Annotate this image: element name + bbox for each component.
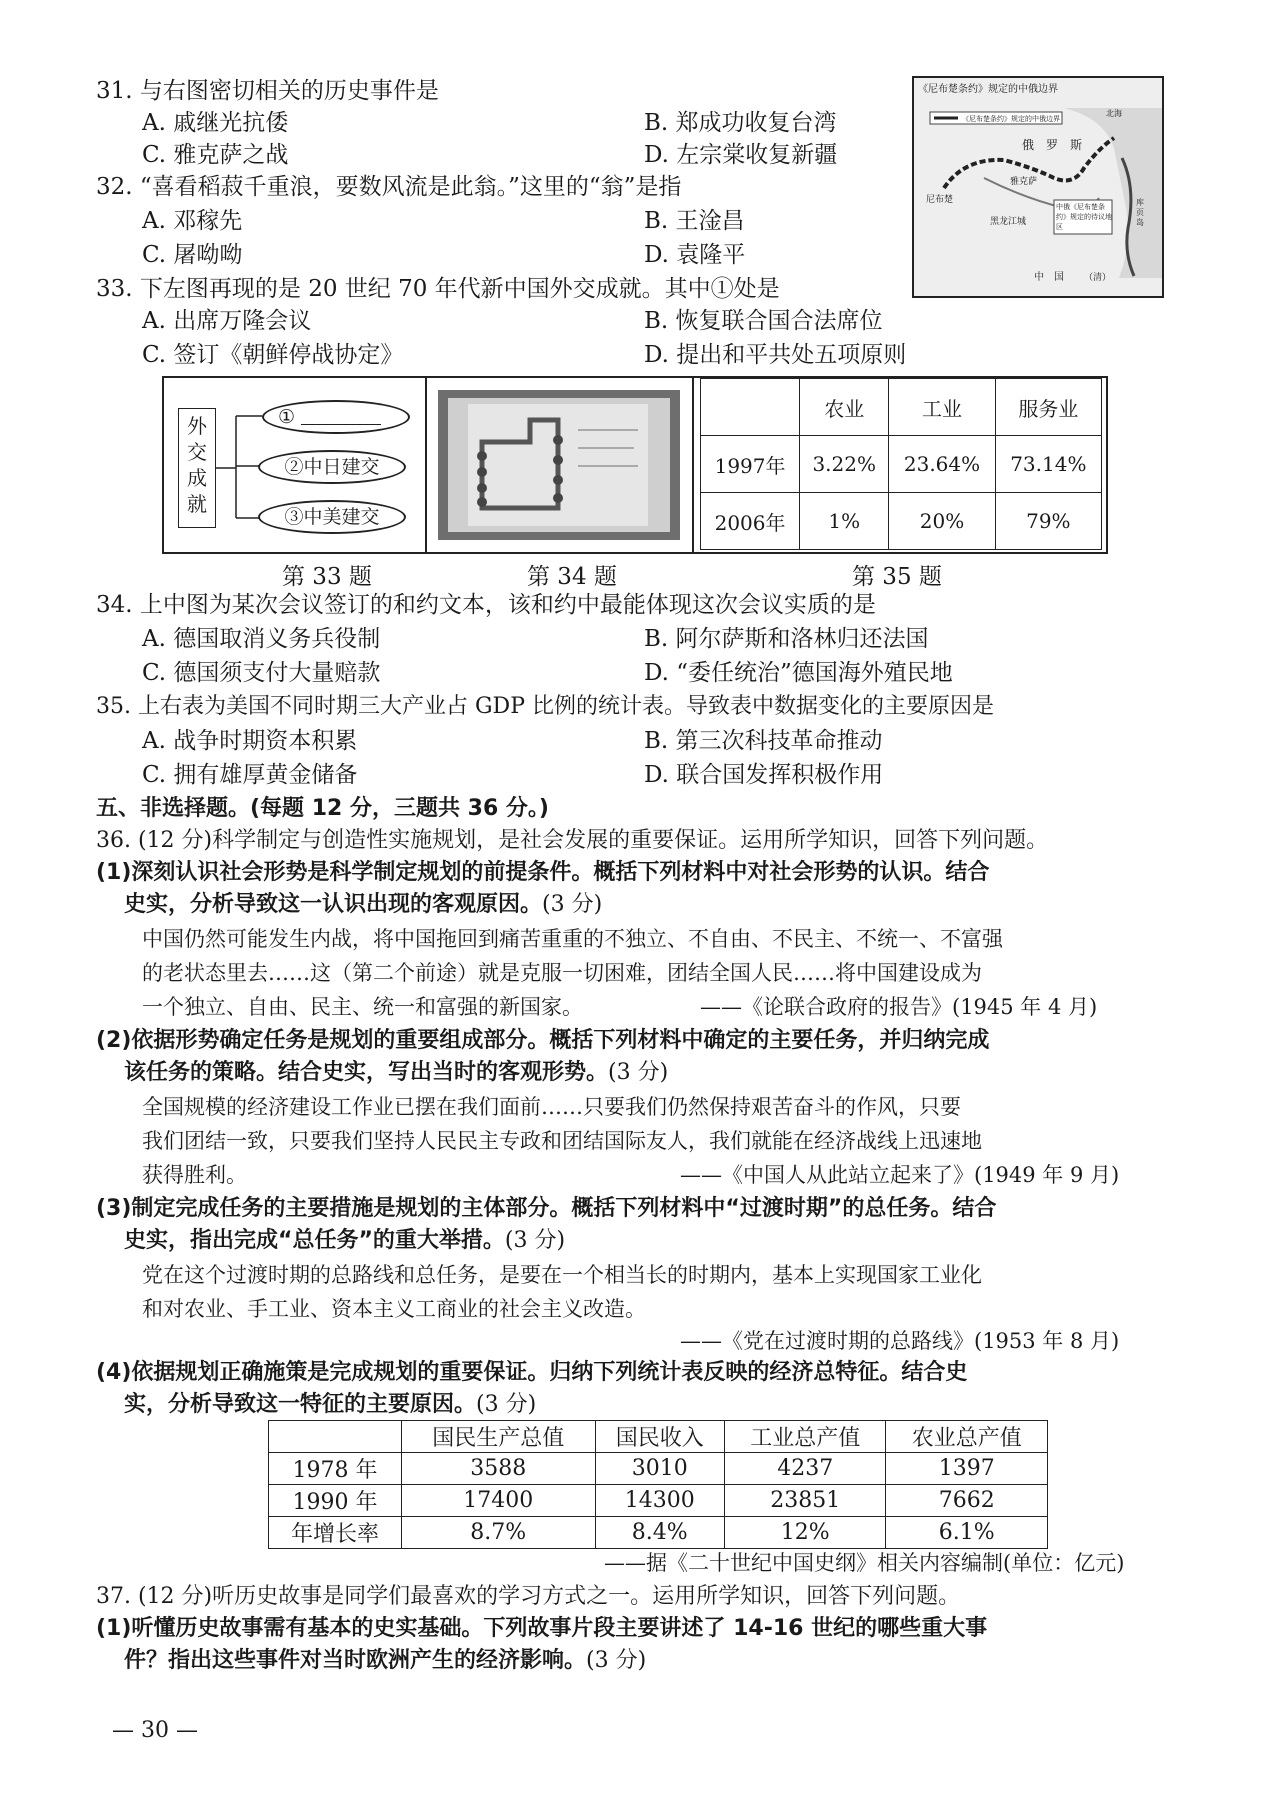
q36-material2-line3: 获得胜利。 bbox=[142, 1163, 247, 1187]
table-cell: 服务业 bbox=[995, 379, 1101, 436]
q36-part3-score: (3 分) bbox=[504, 1228, 566, 1253]
section-5-heading: 五、非选择题。(每题 12 分，三题共 36 分。) bbox=[96, 796, 549, 821]
table-cell: 17400 bbox=[402, 1485, 596, 1517]
q36-material1-source: ——《论联合政府的报告》(1945 年 4 月) bbox=[700, 995, 1098, 1019]
fig35-table bbox=[700, 378, 1102, 550]
q34-option-c: C. 德国须支付大量赔款 bbox=[142, 660, 381, 686]
table-cell: 6.1% bbox=[886, 1517, 1048, 1549]
q36-part1-score: (3 分) bbox=[542, 892, 603, 917]
table-cell: 3010 bbox=[595, 1453, 724, 1485]
fig33-item-1 bbox=[262, 400, 410, 434]
fig33-caption: 第 33 题 bbox=[282, 564, 372, 590]
q31-option-d: D. 左宗棠收复新疆 bbox=[644, 142, 838, 168]
fig33-blank bbox=[301, 406, 381, 425]
q33-stem: 33. 下左图再现的是 20 世纪 70 年代新中国外交成就。其中①处是 bbox=[96, 276, 780, 302]
table-cell: 国民收入 bbox=[595, 1421, 724, 1453]
q36-part4-score: (3 分) bbox=[476, 1392, 537, 1417]
table-cell: 1990 年 bbox=[269, 1485, 402, 1517]
table-cell: 23.64% bbox=[889, 436, 995, 493]
figure-divider bbox=[692, 376, 694, 554]
q36-table-source: ——据《二十世纪中国史纲》相关内容编制(单位：亿元) bbox=[604, 1551, 1125, 1575]
table-cell: 14300 bbox=[595, 1485, 724, 1517]
map-label-qing: （清） bbox=[1084, 273, 1112, 283]
map-title: 《尼布楚条约》规定的中俄边界 bbox=[918, 84, 1058, 95]
q37-part1-line2 bbox=[124, 1646, 646, 1676]
q32-stem: 32. “喜看稻菽千重浪，要数风流是此翁。”这里的“翁”是指 bbox=[96, 174, 682, 200]
table-cell: 73.14% bbox=[995, 436, 1101, 493]
table-cell: 1% bbox=[800, 493, 889, 550]
q35-option-b: B. 第三次科技革命推动 bbox=[644, 728, 883, 754]
page-number: — 30 — bbox=[112, 1718, 198, 1743]
table-row bbox=[701, 493, 1102, 550]
q36-part4-line2 bbox=[124, 1390, 536, 1420]
map-label-china: 中 国 bbox=[1034, 272, 1064, 283]
map-label-north: 北海 bbox=[1106, 109, 1122, 118]
table-cell: 8.7% bbox=[402, 1517, 596, 1549]
q36-part3-line2 bbox=[124, 1226, 565, 1256]
q36-material3-line2: 和对农业、手工业、资本主义工商业的社会主义改造。 bbox=[142, 1297, 646, 1321]
q37-part1-line1: (1)听懂历史故事需有基本的史实基础。下列故事片段主要讲述了 14-16 世纪的哪些重大事 bbox=[96, 1616, 988, 1641]
fig34-treaty-photo bbox=[438, 390, 680, 540]
q32-option-b: B. 王淦昌 bbox=[644, 208, 745, 234]
map-label-nibuchu: 尼布楚 bbox=[926, 195, 954, 205]
q37-part1-line2-text: 件？指出这些事件对当时欧洲产生的经济影响。 bbox=[124, 1648, 587, 1673]
table-cell: 8.4% bbox=[595, 1517, 724, 1549]
map-label-yakesa: 雅克萨 bbox=[1010, 177, 1038, 187]
map-legend: 《尼布楚条约》规定的中俄边界 bbox=[962, 115, 1060, 123]
table-cell: 工业 bbox=[889, 379, 995, 436]
q34-option-a: A. 德国取消义务兵役制 bbox=[142, 626, 381, 652]
q36-stats-table bbox=[268, 1420, 1048, 1549]
q36-part4-line2-text: 实，分析导致这一特征的主要原因。 bbox=[124, 1392, 477, 1417]
q33-option-c: C. 签订《朝鲜停战协定》 bbox=[142, 342, 404, 368]
q37-part1-score: (3 分) bbox=[586, 1648, 647, 1673]
q36-part3-line1: (3)制定完成任务的主要措施是规划的主体部分。概括下列材料中“过渡时期”的总任务。结合 bbox=[96, 1196, 997, 1221]
q36-material3-source: ——《党在过渡时期的总路线》(1953 年 8 月) bbox=[680, 1329, 1120, 1353]
table-cell bbox=[269, 1421, 402, 1453]
map-label-sakhalin: 库页岛 bbox=[1136, 198, 1144, 227]
q36-part1-line1: (1)深刻认识社会形势是科学制定规划的前提条件。概括下列材料中对社会形势的认识。结合 bbox=[96, 860, 990, 885]
q32-option-a: A. 邓稼先 bbox=[142, 208, 243, 234]
q34-option-b: B. 阿尔萨斯和洛林归还法国 bbox=[644, 626, 929, 652]
q35-option-d: D. 联合国发挥积极作用 bbox=[644, 762, 884, 788]
table-row bbox=[701, 379, 1102, 436]
table-cell: 12% bbox=[724, 1517, 886, 1549]
q34-option-d: D. “委任统治”德国海外殖民地 bbox=[644, 660, 953, 686]
q35-option-c: C. 拥有雄厚黄金储备 bbox=[142, 762, 358, 788]
fig33-item-3: ③中美建交 bbox=[258, 500, 406, 534]
q36-stem: 36. (12 分)科学制定与创造性实施规划，是社会发展的重要保证。运用所学知识，回答下列问题。 bbox=[96, 828, 1049, 853]
fig33-item-2: ②中日建交 bbox=[258, 450, 406, 484]
q32-option-d: D. 袁隆平 bbox=[644, 242, 746, 268]
fig33-label: 外交成就 bbox=[178, 408, 216, 528]
q36-material2-source: ——《中国人从此站立起来了》(1949 年 9 月) bbox=[680, 1163, 1120, 1187]
treaty-document-image bbox=[438, 390, 680, 540]
table-cell: 3.22% bbox=[800, 436, 889, 493]
q36-part3-line2-text: 史实，指出完成“总任务”的重大举措。 bbox=[124, 1228, 505, 1253]
map-label-heilongjiang: 黑龙江城 bbox=[990, 217, 1027, 227]
table-cell: 23851 bbox=[724, 1485, 886, 1517]
fig33-brace bbox=[214, 400, 264, 530]
table-cell bbox=[701, 379, 800, 436]
q36-part2-score: (3 分) bbox=[608, 1060, 669, 1085]
map-graphic bbox=[914, 78, 1162, 296]
q35-option-a: A. 战争时期资本积累 bbox=[142, 728, 358, 754]
q36-material1-line2: 的老状态里去……这（第二个前途）就是克服一切困难，团结全国人民……将中国建设成为 bbox=[142, 961, 982, 985]
q36-part4-line1: (4)依据规划正确施策是完成规划的重要保证。归纳下列统计表反映的经济总特征。结合史 bbox=[96, 1360, 968, 1385]
table-row bbox=[701, 436, 1102, 493]
nerchinsk-map bbox=[912, 76, 1164, 298]
table-row bbox=[269, 1517, 1048, 1549]
q34-stem: 34. 上中图为某次会议签订的和约文本，该和约中最能体现这次会议实质的是 bbox=[96, 592, 876, 618]
q36-material3-line1: 党在这个过渡时期的总路线和总任务，是要在一个相当长的时期内，基本上实现国家工业化 bbox=[142, 1263, 982, 1287]
q36-part2-line2 bbox=[124, 1058, 668, 1088]
table-cell: 4237 bbox=[724, 1453, 886, 1485]
fig33-item-1-label: ① bbox=[278, 406, 296, 428]
q31-option-b: B. 郑成功收复台湾 bbox=[644, 110, 837, 136]
q33-option-b: B. 恢复联合国合法席位 bbox=[644, 308, 883, 334]
q36-material1-line3: 一个独立、自由、民主、统一和富强的新国家。 bbox=[142, 995, 583, 1019]
q36-part1-line2 bbox=[124, 890, 602, 920]
table-row bbox=[269, 1453, 1048, 1485]
table-cell: 农业 bbox=[800, 379, 889, 436]
table-cell: 79% bbox=[995, 493, 1101, 550]
q32-option-c: C. 屠呦呦 bbox=[142, 242, 243, 268]
table-cell: 2006年 bbox=[701, 493, 800, 550]
q33-option-d: D. 提出和平共处五项原则 bbox=[644, 342, 907, 368]
fig34-caption: 第 34 题 bbox=[527, 564, 617, 590]
table-cell: 20% bbox=[889, 493, 995, 550]
q37-stem: 37. (12 分)听历史故事是同学们最喜欢的学习方式之一。运用所学知识，回答下列问题。 bbox=[96, 1584, 961, 1609]
table-cell: 3588 bbox=[402, 1453, 596, 1485]
q36-part2-line2-text: 该任务的策略。结合史实，写出当时的客观形势。 bbox=[124, 1060, 609, 1085]
q31-option-a: A. 戚继光抗倭 bbox=[142, 110, 289, 136]
table-cell: 1397 bbox=[886, 1453, 1048, 1485]
table-cell: 国民生产总值 bbox=[402, 1421, 596, 1453]
table-row bbox=[269, 1485, 1048, 1517]
q36-part2-line1: (2)依据形势确定任务是规划的重要组成部分。概括下列材料中确定的主要任务，并归纳完成 bbox=[96, 1028, 990, 1053]
table-cell: 年增长率 bbox=[269, 1517, 402, 1549]
q31-stem: 31. 与右图密切相关的历史事件是 bbox=[96, 78, 439, 104]
q31-option-c: C. 雅克萨之战 bbox=[142, 142, 289, 168]
fig35-caption: 第 35 题 bbox=[852, 564, 942, 590]
map-label-russia: 俄 罗 斯 bbox=[1022, 138, 1083, 152]
map-label-zone: 中俄《尼布楚条约》规定的待议地区 bbox=[1056, 203, 1112, 231]
q36-part1-line2-text: 史实，分析导致这一认识出现的客观原因。 bbox=[124, 892, 543, 917]
q36-material2-line1: 全国规模的经济建设工作业已摆在我们面前……只要我们仍然保持艰苦奋斗的作风，只要 bbox=[142, 1095, 961, 1119]
table-cell: 1978 年 bbox=[269, 1453, 402, 1485]
table-cell: 1997年 bbox=[701, 436, 800, 493]
q33-option-a: A. 出席万隆会议 bbox=[142, 308, 312, 334]
q35-stem: 35. 上右表为美国不同时期三大产业占 GDP 比例的统计表。导致表中数据变化的主要原因是 bbox=[96, 694, 994, 719]
table-cell: 工业总产值 bbox=[724, 1421, 886, 1453]
q36-material2-line2: 我们团结一致，只要我们坚持人民民主专政和团结国际友人，我们就能在经济战线上迅速地 bbox=[142, 1129, 982, 1153]
figure-divider bbox=[425, 376, 427, 554]
q36-material1-line1: 中国仍然可能发生内战，将中国拖回到痛苦重重的不独立、不自由、不民主、不统一、不富强 bbox=[142, 927, 1003, 951]
table-cell: 农业总产值 bbox=[886, 1421, 1048, 1453]
table-row bbox=[269, 1421, 1048, 1453]
table-cell: 7662 bbox=[886, 1485, 1048, 1517]
